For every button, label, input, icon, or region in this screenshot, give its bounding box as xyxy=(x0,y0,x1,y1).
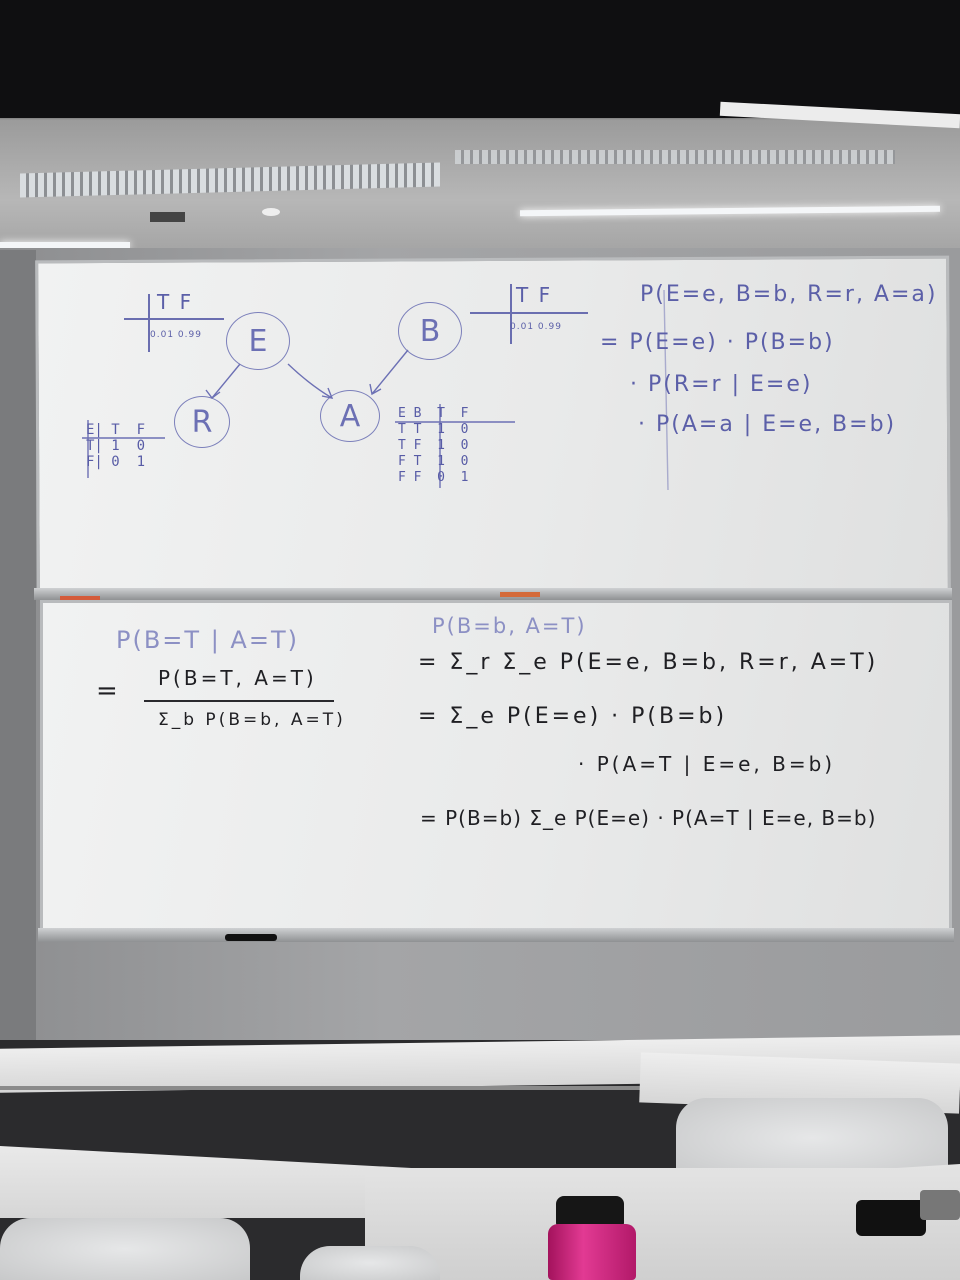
edge-e-r xyxy=(212,364,240,398)
edge-e-a xyxy=(288,364,332,398)
cpt-e-values: 0.01 0.99 xyxy=(150,330,202,340)
eraser-on-tray xyxy=(225,934,277,941)
fraction-equals: = xyxy=(96,676,121,706)
query-title: P(B=T | A=T) xyxy=(116,626,299,654)
fraction-numerator: P(B=T, A=T) xyxy=(158,666,317,690)
fraction-denominator: Σ_b P(B=b, A=T) xyxy=(158,710,346,730)
chair-center xyxy=(300,1246,440,1280)
power-outlet xyxy=(920,1190,960,1220)
joint-line-3: · P(R=r | E=e) xyxy=(630,372,813,397)
pink-water-bottle xyxy=(548,1224,636,1280)
joint-line-4: · P(A=a | E=e, B=b) xyxy=(638,412,897,437)
cpt-b-header: T F xyxy=(516,283,553,307)
derivation-title: P(B=b, A=T) xyxy=(432,614,587,638)
chair-left xyxy=(0,1218,250,1280)
derivation-line-4: = P(B=b) Σ_e P(E=e) · P(A=T | E=e, B=b) xyxy=(420,806,877,830)
chair-right xyxy=(676,1098,948,1178)
joint-line-1: P(E=e, B=b, R=r, A=a) xyxy=(640,282,938,307)
derivation-line-3: · P(A=T | E=e, B=b) xyxy=(578,752,836,776)
cpt-a-table: E B T F T T 1 0 T F 1 0 F T 1 0 F F 0 1 xyxy=(398,406,469,485)
node-a: A xyxy=(320,390,380,442)
node-r: R xyxy=(174,396,230,448)
derivation-line-1: = Σ_r Σ_e P(E=e, B=b, R=r, A=T) xyxy=(418,650,879,675)
fraction-bar xyxy=(144,700,334,702)
cpt-b-values: 0.01 0.99 xyxy=(510,322,562,332)
joint-line-2: = P(E=e) · P(B=b) xyxy=(600,330,835,355)
edge-b-a xyxy=(372,350,408,394)
lower-board-tray xyxy=(38,928,954,942)
derivation-line-2: = Σ_e P(E=e) · P(B=b) xyxy=(418,704,728,729)
node-b: B xyxy=(398,302,462,360)
bottle-cap xyxy=(556,1196,624,1226)
node-e: E xyxy=(226,312,290,370)
laptop-charger xyxy=(856,1200,926,1236)
cpt-r-table: E| T F T| 1 0 F| 0 1 xyxy=(86,422,146,470)
cpt-e-header: T F xyxy=(157,290,194,314)
